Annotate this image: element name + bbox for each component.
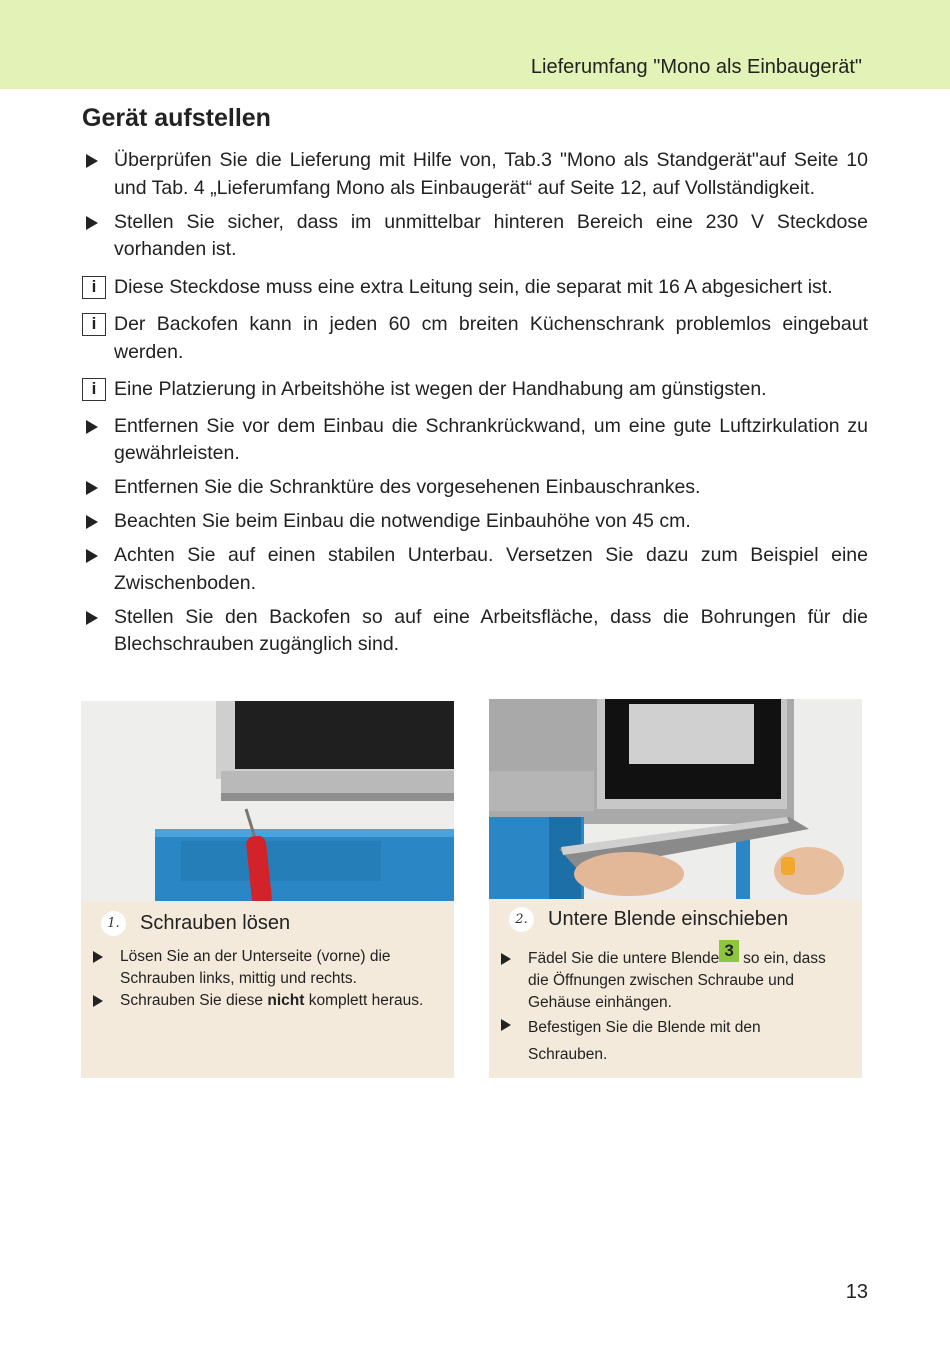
instruction-list	[82, 147, 868, 665]
step-text: Beachten Sie beim Einbau die notwendige Einbauhöhe von 45 cm.	[114, 510, 691, 532]
info-text: Diese Steckdose muss eine extra Leitung sein, die separat mit 16 A abgesichert ist.	[114, 275, 833, 298]
step-2-item-text-post: so ein, dass die Öffnungen zwischen Schraube und Gehäuse einhängen.	[528, 950, 826, 1011]
instruction-step	[82, 413, 868, 468]
step-2-item	[499, 941, 844, 1014]
section-title: Gerät aufstellen	[82, 104, 271, 132]
step-text: Überprüfen Sie die Lieferung mit Hilfe von, Tab.3 "Mono als Standgerät"auf Seite 10 und Tab. 4 „Lieferumfang Mono als Einbaugerät“ auf Seite 12, auf Vollständigkeit.	[114, 149, 868, 199]
step-2-item-text: Befestigen Sie die Blende mit den Schrauben.	[528, 1019, 761, 1063]
step-panel-1	[81, 701, 454, 1078]
step-text: Entfernen Sie vor dem Einbau die Schrankrückwand, um eine gute Luftzirkulation zu gewährleisten.	[114, 414, 868, 464]
info-note	[82, 311, 868, 366]
step-1-title: Schrauben lösen	[140, 911, 291, 934]
instruction-step	[82, 604, 868, 659]
step-text: Entfernen Sie die Schranktüre des vorgesehenen Einbauschrankes.	[114, 476, 701, 498]
step-1-item	[91, 990, 436, 1012]
info-icon: i	[82, 378, 106, 401]
step-1-list	[91, 946, 436, 1012]
triangle-bullet-icon	[86, 611, 98, 625]
photo-screw-removal	[81, 701, 454, 901]
step-2-heading	[509, 907, 788, 932]
step-1-item-text-pre: Schrauben Sie diese	[120, 992, 268, 1009]
step-1-item-text-bold: nicht	[267, 992, 305, 1009]
triangle-bullet-icon	[93, 951, 103, 963]
step-2-item	[499, 1014, 844, 1068]
reference-badge: 3	[719, 940, 738, 962]
step-1-item-text: Lösen Sie an der Unterseite (vorne) die Schrauben links, mittig und rechts.	[120, 948, 391, 987]
photo-lower-panel	[489, 699, 862, 899]
triangle-bullet-icon	[86, 515, 98, 529]
info-note	[82, 376, 868, 404]
step-1-item-text-post: komplett heraus.	[304, 992, 424, 1009]
instruction-step	[82, 474, 868, 502]
info-text: Eine Platzierung in Arbeitshöhe ist wegen der Handhabung am günstigsten.	[114, 378, 767, 400]
step-2-title: Untere Blende einschieben	[548, 907, 789, 930]
info-text: Der Backofen kann in jeden 60 cm breiten Küchenschrank problemlos eingebaut werden.	[114, 313, 868, 363]
info-icon: i	[82, 276, 106, 299]
header-title: Lieferumfang "Mono als Einbaugerät"	[530, 56, 862, 78]
step-text: Stellen Sie sicher, dass im unmittelbar hinteren Bereich eine 230 V Steckdose vorhanden ist.	[114, 210, 868, 260]
triangle-bullet-icon	[86, 549, 98, 563]
step-panel-2	[489, 699, 862, 1078]
instruction-step	[82, 508, 868, 536]
step-number-1: 1.	[101, 911, 126, 936]
info-note	[82, 274, 868, 302]
instruction-step	[82, 542, 868, 597]
triangle-bullet-icon	[86, 216, 98, 230]
triangle-bullet-icon	[501, 1019, 511, 1031]
page-number: 13	[845, 1281, 868, 1303]
triangle-bullet-icon	[86, 420, 98, 434]
step-2-list	[499, 941, 844, 1068]
step-number-2: 2.	[509, 907, 534, 932]
triangle-bullet-icon	[86, 154, 98, 168]
triangle-bullet-icon	[86, 481, 98, 495]
step-1-heading	[101, 911, 290, 936]
info-icon: i	[82, 313, 106, 336]
step-2-item-text-pre: Fädel Sie die untere Blende	[528, 950, 720, 967]
step-1-item	[91, 946, 436, 990]
triangle-bullet-icon	[501, 953, 511, 965]
instruction-step	[82, 209, 868, 264]
triangle-bullet-icon	[93, 995, 103, 1007]
step-text: Achten Sie auf einen stabilen Unterbau. Versetzen Sie dazu zum Beispiel eine Zwischenboden.	[114, 544, 868, 594]
instruction-step	[82, 147, 868, 202]
step-text: Stellen Sie den Backofen so auf eine Arbeitsfläche, dass die Bohrungen für die Blechschrauben zugänglich sind.	[114, 605, 868, 655]
